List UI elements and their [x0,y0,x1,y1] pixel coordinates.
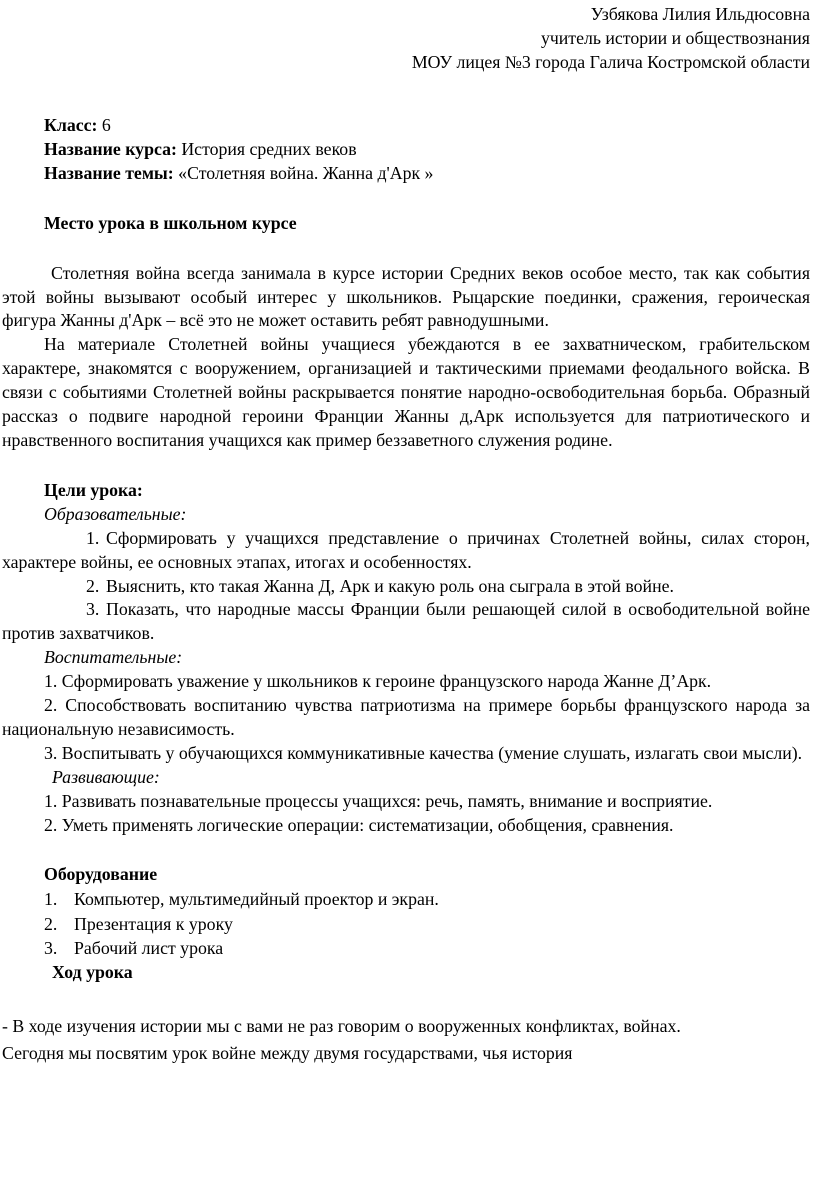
lesson-intro [2,1013,810,1067]
upbr-goals-label: Воспитательные: [44,647,183,668]
equipment-number: 3. [44,938,58,959]
edu-goal-text: Показать, что народные массы Франции были решающей силой в освободительной войне против захватчиков. [2,599,810,644]
upbr-goal-item [2,742,810,766]
edu-goal-item [2,575,810,599]
upbr-goal-item [2,694,810,742]
equipment-list [2,887,810,961]
edu-goal-number: 2. [86,575,100,596]
equipment-heading: Оборудование [44,864,158,885]
lesson-line-1: - В ходе изучения истории мы с вами не раз говорим о вооруженных конфликтах, войнах. [2,1015,681,1036]
equipment-text: Компьютер, мультимедийный проектор и экран. [74,889,439,910]
dev-goal-item [2,790,810,814]
upbr-goal-item [2,670,810,694]
class-value: 6 [97,115,111,135]
edu-goals-list [2,527,810,647]
lesson-line-2: Сегодня мы посвятим урок войне между двумя государствами, чья история [2,1042,573,1063]
upbr-goal-number: 3. [44,742,58,763]
place-paragraph-2: На материале Столетней войны учащиеся убеждаются в ее захватническом, грабительском характере, знакомятся с вооружением, организацией и тактическими приемами феодального войска. В связи с событиями Столетней войны раскрывается понятие народно-освободительная борьба. Образный рассказ о подвиге народной героини Франции Жанны д,Арк используется для патриотического и нравственного воспитания учащихся как пример беззаветного служения родине. [2,334,810,450]
author-name: Узбякова Лилия Ильдюсовна [590,4,810,24]
author-block [2,0,810,74]
equipment-item [44,912,810,937]
upbr-goal-number: 1. [44,671,58,692]
edu-goal-item [2,598,810,646]
topic-label: Название темы: [44,162,174,183]
class-line [44,114,810,138]
place-heading: Место урока в школьном курсе [44,212,297,233]
edu-goal-text: Выяснить, кто такая Жанна Д, Арк и какую роль она сыграла в этой войне. [106,575,674,596]
upbr-goal-number: 2. [44,695,58,716]
dev-goal-number: 1. [44,790,58,811]
equipment-number: 2. [44,913,58,934]
equipment-item [44,936,810,961]
course-line [44,138,810,162]
dev-goal-text: Уметь применять логические операции: систематизации, обобщения, сравнения. [61,814,674,835]
equipment-text: Рабочий лист урока [74,938,224,959]
edu-goal-number: 1. [86,527,100,548]
upbr-goal-text: Способствовать воспитанию чувства патриотизма на примере борьбы французского народа за национальную независимость. [2,695,810,739]
equipment-number: 1. [44,889,58,910]
upbr-goal-text: Воспитывать у обучающихся коммуникативные качества (умение слушать, излагать свои мысли). [61,742,803,763]
equipment-text: Презентация к уроку [74,913,233,934]
topic-line [44,162,810,186]
equipment-item [44,887,810,912]
author-position: учитель истории и обществознания [540,28,810,48]
dev-goals-list [2,790,810,838]
course-label: Название курса: [44,138,177,159]
lesson-meta [2,114,810,186]
dev-goal-number: 2. [44,814,58,835]
class-label: Класс: [44,115,98,135]
dev-goal-text: Развивать познавательные процессы учащихся: речь, память, внимание и восприятие. [61,790,713,811]
upbr-goals-list [2,670,810,766]
author-school: МОУ лицея №3 города Галича Костромской области [411,52,810,72]
course-value: История средних веков [176,138,357,159]
edu-goal-text: Сформировать у учащихся представление о причинах Столетней войны, силах сторон, характере войны, ее основных этапах, итогах и особенностях. [2,527,810,572]
edu-goal-item [2,527,810,575]
dev-goal-item [2,814,810,838]
dev-goals-label: Развивающие: [52,766,160,787]
upbr-goal-text: Сформировать уважение у школьников к героине французского народа Жанне Д’Арк. [61,671,712,692]
topic-value: «Столетняя война. Жанна д'Арк » [173,162,434,183]
edu-goal-number: 3. [86,599,100,620]
goals-heading: Цели урока: [44,479,143,500]
place-paragraph-1: Столетняя война всегда занимала в курсе истории Средних веков особое место, так как события этой войны вызывают особый интерес у школьников. Рыцарские поединки, сражения, героическая фигура Жанны д'Арк – всё это не может оставить ребят равнодушными. [2,262,810,331]
edu-goals-label: Образовательные: [44,503,187,524]
lesson-heading: Ход урока [52,961,133,982]
